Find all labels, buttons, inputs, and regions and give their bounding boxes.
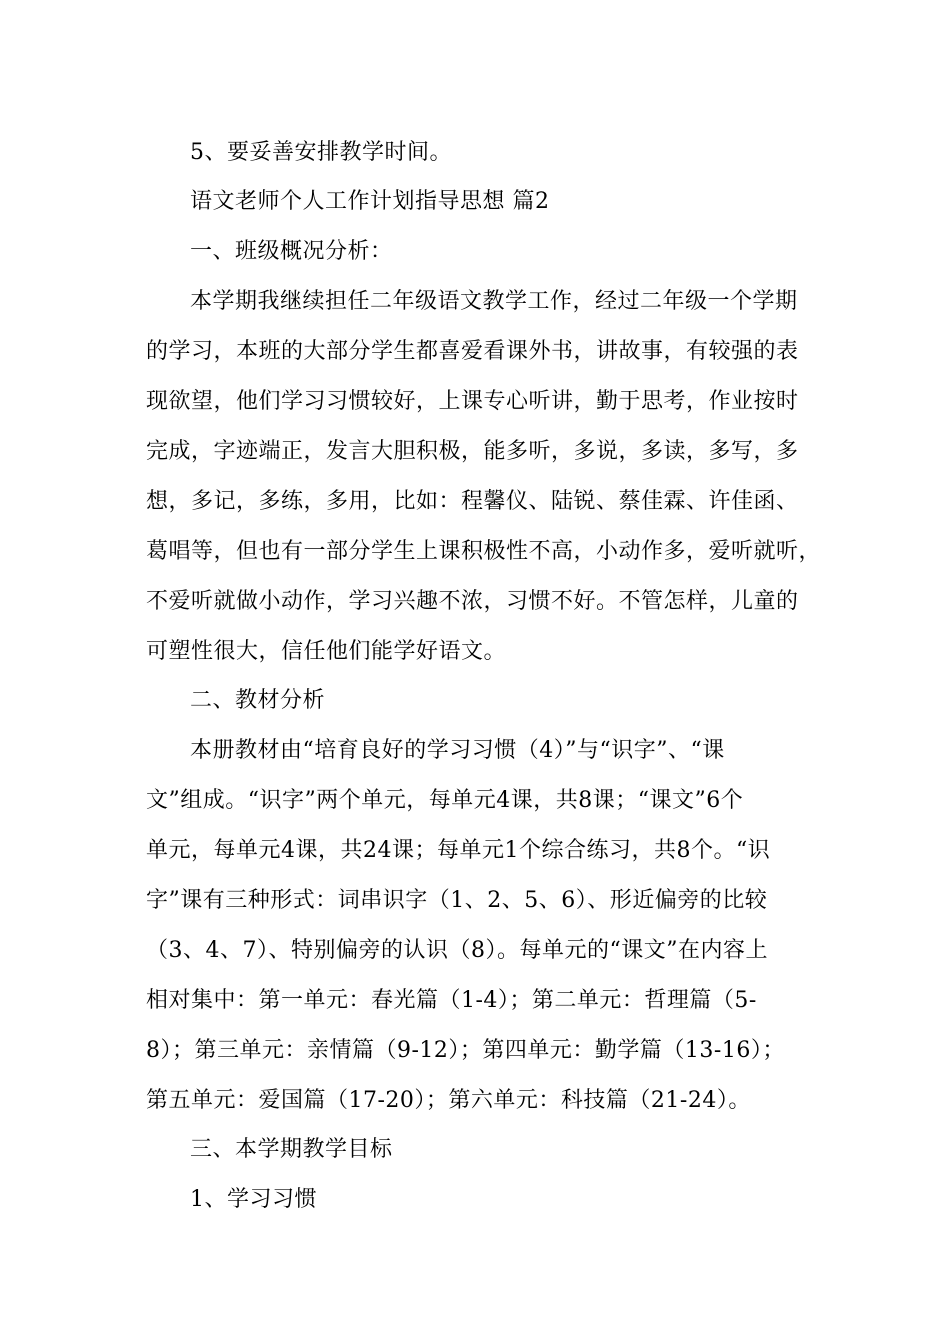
paragraph-line: 字”课有三种形式：词串识字（1、2、5、6）、形近偏旁的比较 — [146, 888, 768, 913]
section-title: 语文老师个人工作计划指导思想 篇2 — [190, 189, 550, 214]
paragraph-line: 可塑性很大，信任他们能学好语文。 — [146, 639, 507, 664]
paragraph-line: 8）；第三单元：亲情篇（9-12）；第四单元：勤学篇（13-16）； — [146, 1038, 785, 1063]
paragraph-line: 单元，每单元4课，共24课；每单元1个综合练习，共8个。“识 — [146, 838, 771, 863]
list-item-study-habits: 1、学习习惯 — [190, 1187, 317, 1212]
paragraph-line: 想，多记，多练，多用，比如：程馨仪、陆锐、蔡佳霖、许佳函、 — [146, 489, 799, 514]
list-item-arrange-time: 5、要妥善安排教学时间。 — [190, 140, 452, 165]
paragraph-line: 文”组成。“识字”两个单元，每单元4课，共8课；“课文”6个 — [146, 788, 744, 813]
heading-textbook-analysis: 二、教材分析 — [190, 688, 326, 713]
paragraph-line: 本学期我继续担任二年级语文教学工作，经过二年级一个学期 — [190, 289, 798, 314]
paragraph-line: 相对集中：第一单元：春光篇（1-4）；第二单元：哲理篇（5- — [146, 988, 757, 1013]
paragraph-line: （3、4、7）、特别偏旁的认识（8）。每单元的“课文”在内容上 — [146, 938, 768, 963]
heading-teaching-goals: 三、本学期教学目标 — [190, 1137, 393, 1162]
paragraph-line: 本册教材由“培育良好的学习习惯（4）”与“识字”、“课 — [190, 738, 725, 763]
paragraph-line: 不爱听就做小动作，学习兴趣不浓，习惯不好。不管怎样，儿童的 — [146, 589, 799, 614]
paragraph-line: 第五单元：爱国篇（17-20）；第六单元：科技篇（21-24）。 — [146, 1088, 751, 1113]
heading-class-analysis: 一、班级概况分析： — [190, 239, 393, 264]
paragraph-line: 的学习，本班的大部分学生都喜爱看课外书，讲故事，有较强的表 — [146, 339, 799, 364]
paragraph-line: 完成，字迹端正，发言大胆积极，能多听，多说，多读，多写，多 — [146, 439, 799, 464]
paragraph-line: 现欲望，他们学习习惯较好，上课专心听讲，勤于思考，作业按时 — [146, 389, 799, 414]
paragraph-line: 葛唱等，但也有一部分学生上课积极性不高，小动作多，爱听就听， — [146, 539, 822, 564]
